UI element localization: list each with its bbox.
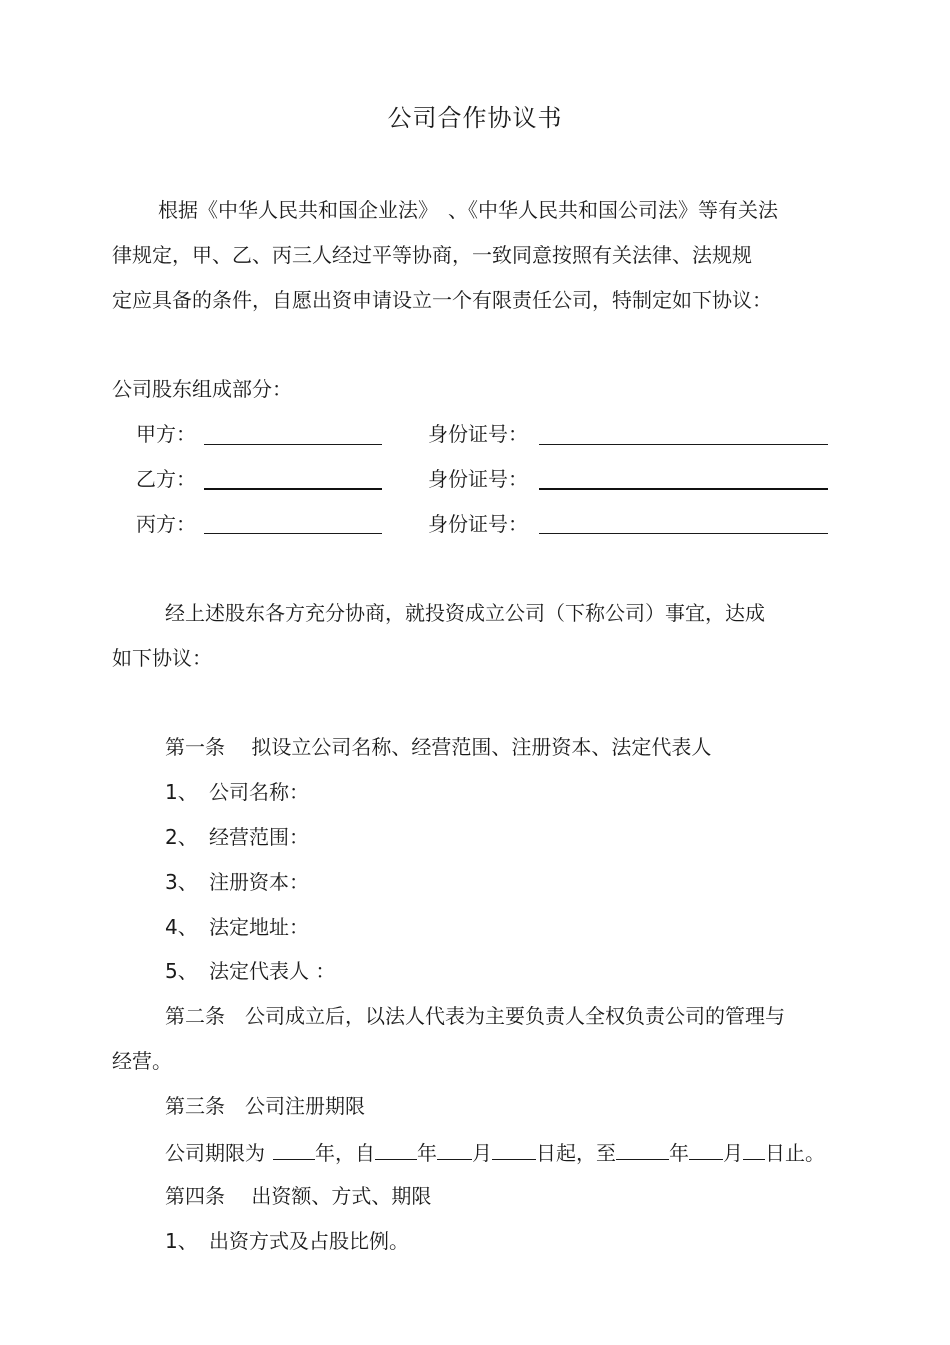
party-b-name-blank (204, 488, 382, 490)
agreement-intro-line-1: 经上述股东各方充分协商，就投资成立公司（下称公司）事宜，达成 (165, 601, 765, 625)
article-4-item-1-num: 1、 (165, 1229, 198, 1253)
article-2-line-1: 第二条 公司成立后，以法人代表为主要负责人全权负责公司的管理与 (165, 1004, 785, 1028)
shareholders-heading: 公司股东组成部分： (112, 377, 292, 401)
party-a-id-blank (539, 444, 828, 445)
party-b-id-label: 身份证号： (428, 467, 528, 491)
party-a-name-blank (204, 444, 382, 445)
start-month-unit: 月 (472, 1141, 492, 1165)
party-c-label: 丙方： (136, 512, 196, 536)
start-month-blank (437, 1139, 472, 1160)
article-1-item-2-num: 2、 (165, 825, 198, 849)
party-c-name-blank (204, 533, 382, 534)
start-day-unit: 日起，至 (536, 1141, 616, 1165)
end-day-blank (743, 1139, 765, 1160)
party-a-label: 甲方： (136, 422, 196, 446)
party-c-id-blank (539, 533, 828, 534)
article-1-item-5-num: 5、 (165, 959, 198, 983)
article-1-item-5-text: 法定代表人 ： (209, 959, 336, 983)
party-b-id-blank (539, 488, 828, 490)
article-2-line-2: 经营。 (112, 1049, 172, 1073)
start-year-unit: 年 (417, 1141, 437, 1165)
party-b-label: 乙方： (136, 467, 196, 491)
end-month-unit: 月 (723, 1141, 743, 1165)
term-prefix: 公司期限为 (165, 1141, 265, 1165)
article-4-heading: 第四条 出资额、方式、期限 (165, 1184, 432, 1208)
intro-line-1: 根据《中华人民共和国企业法》 、《中华人民共和国公司法》等有关法 (158, 198, 778, 222)
term-line (165, 1139, 825, 1165)
document-title: 公司合作协议书 (387, 104, 563, 132)
article-1-item-4-text: 法定地址： (209, 915, 309, 939)
article-1-item-4-num: 4、 (165, 915, 198, 939)
article-1-item-2-text: 经营范围： (209, 825, 309, 849)
article-4-item-1-text: 出资方式及占股比例。 (209, 1229, 409, 1253)
party-c-id-label: 身份证号： (428, 512, 528, 536)
term-year-unit: 年，自 (315, 1141, 375, 1165)
end-day-unit: 日止。 (765, 1141, 825, 1165)
party-a-id-label: 身份证号： (428, 422, 528, 446)
start-year-blank (375, 1139, 417, 1160)
end-month-blank (689, 1139, 723, 1160)
term-years-blank (273, 1139, 315, 1160)
intro-line-2: 律规定，甲、乙、丙三人经过平等协商，一致同意按照有关法律、法规规 (112, 243, 752, 267)
article-1-item-1-num: 1、 (165, 780, 198, 804)
article-1-heading: 第一条 拟设立公司名称、经营范围、注册资本、法定代表人 (165, 735, 712, 759)
end-year-unit: 年 (669, 1141, 689, 1165)
article-1-item-1-text: 公司名称： (209, 780, 309, 804)
intro-line-3: 定应具备的条件，自愿出资申请设立一个有限责任公司，特制定如下协议： (112, 288, 772, 312)
article-3-heading: 第三条 公司注册期限 (165, 1094, 365, 1118)
end-year-blank (616, 1139, 669, 1160)
article-1-item-3-num: 3、 (165, 870, 198, 894)
agreement-intro-line-2: 如下协议： (112, 646, 212, 670)
start-day-blank (492, 1139, 536, 1160)
article-1-item-3-text: 注册资本： (209, 870, 309, 894)
